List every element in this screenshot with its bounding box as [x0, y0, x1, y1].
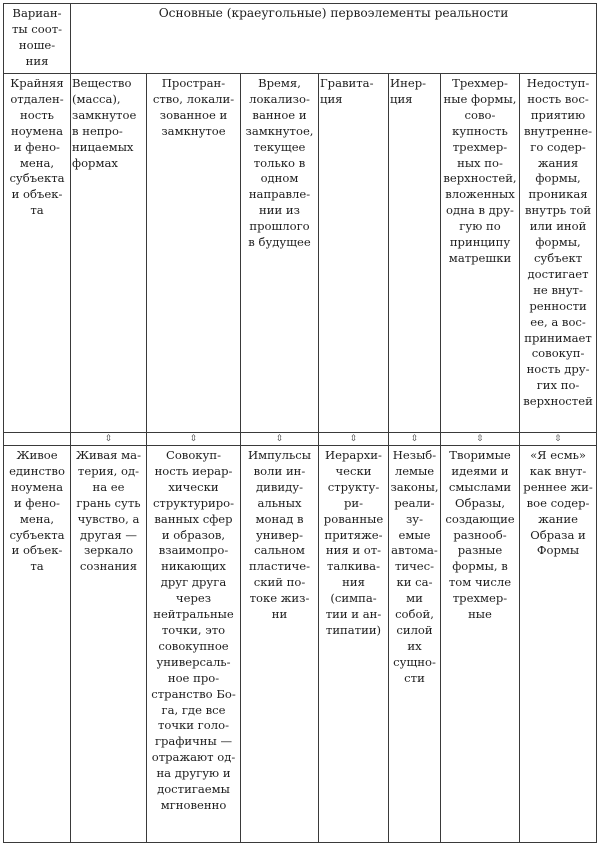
row2-matter-cell: [71, 446, 147, 843]
row1-forms-text: Трехмер- ные формы, сово- купность трехмер- ных по- верхностей, вложенных одна в дру- гую по принципу матрешки: [443, 76, 517, 265]
transition-cell: [241, 433, 319, 446]
transition-row: [4, 433, 597, 446]
main-title-header: [71, 4, 597, 74]
reality-elements-table: [3, 3, 597, 843]
row2-impulses-text: Импульсы воли ин- дивиду- альных монад в универ- сальном пластиче- ский по- токе жиз- ни: [247, 448, 312, 622]
row2-laws-text: Незыб- лемые законы, реали- зу- емые автома- тичес- ки са- ми собой, силой их сущно- сти: [390, 448, 439, 685]
header-row: [4, 4, 597, 74]
transition-blank-cell: [4, 433, 71, 446]
row1-inertia-cell: [389, 74, 441, 433]
row1-forms-cell: [441, 74, 520, 433]
transition-arrow-icon: ⇳: [410, 434, 419, 444]
transition-cell: [71, 433, 147, 446]
row1-space-cell: [147, 74, 241, 433]
row2-matter-text: Живая ма- терия, од- на ее грань суть чувство, а другая — зеркало сознания: [75, 448, 142, 574]
row1-inaccessibility-cell: [520, 74, 597, 433]
row2-variant-text: Живое единство ноумена и фено- мена, субъекта и объек- та: [9, 448, 65, 574]
row2-iam-text: «Я есмь» как внут- реннее жи- вое содер- жание Образа и Формы: [523, 448, 593, 558]
variants-header-text: Вариан- ты соот- ноше- ния: [11, 6, 63, 68]
transition-cell: [441, 433, 520, 446]
transition-cell: [319, 433, 389, 446]
row2-images-text: Творимые идеями и смыслами Образы, создающие разнооб- разные формы, в том числе трехмер- ные: [445, 448, 515, 622]
row2-images-cell: [441, 446, 520, 843]
row1-variant-text: Крайняя отдален- ность ноумена и фено- мена, субъекта и объек- та: [9, 76, 65, 218]
row2-hierarchy-cell: [319, 446, 389, 843]
transition-arrow-icon: ⇳: [189, 434, 198, 444]
transition-cell: [520, 433, 597, 446]
row2-variant-cell: [4, 446, 71, 843]
row1-inertia-text: Инер- ция: [390, 76, 427, 106]
transition-cell: [147, 433, 241, 446]
row2-impulses-cell: [241, 446, 319, 843]
row1-substance-cell: [71, 74, 147, 433]
row1-inaccessibility-text: Недоступ- ность вос- приятию внутренне- го содер- жания формы, проникая внутрь той или иной формы, субъект достигает не внут- ренности ее, а вос- принимает совокуп- ность дру- гих по- верхностей: [523, 76, 593, 409]
variants-header: [4, 4, 71, 74]
transition-cell: [389, 433, 441, 446]
table-row: [4, 74, 597, 433]
row1-variant-cell: [4, 74, 71, 433]
row1-gravity-cell: [319, 74, 389, 433]
transition-arrow-icon: ⇳: [349, 434, 358, 444]
row1-gravity-text: Гравита- ция: [320, 76, 374, 106]
transition-arrow-icon: ⇳: [554, 434, 562, 444]
row2-space-text: Совокуп- ность иерар- хически структуриро- ванных сфер и образов, взаимопро- никающих друг друга через нейтральные точки, это совокупное универсаль- ное про- странство Бо- га, где все точки голо- графичны — отражают од- на другую и достигаемы мгновенно: [151, 448, 236, 812]
row2-iam-cell: [520, 446, 597, 843]
row1-space-text: Простран- ство, локали- зованное и замкнутое: [152, 76, 235, 138]
row2-hierarchy-text: Иерархи- чески структу- ри- рованные притяже- ния и от- талкива- ния (симпа- тии и ан- типатии): [323, 448, 384, 637]
transition-arrow-icon: ⇳: [476, 434, 484, 444]
transition-arrow-icon: ⇳: [275, 434, 284, 444]
row1-time-cell: [241, 74, 319, 433]
table-row: [4, 446, 597, 843]
main-title-text: Основные (краеугольные) первоэлементы реальности: [158, 6, 509, 20]
transition-arrow-icon: ⇳: [104, 434, 113, 444]
row1-substance-text: Вещество (масса), замкнутое в непро- ницаемых формах: [72, 76, 137, 170]
row2-space-cell: [147, 446, 241, 843]
row2-laws-cell: [389, 446, 441, 843]
row1-time-text: Время, локализо- ванное и замкнутое, текущее только в одном направле- нии из прошлого в будущее: [245, 76, 314, 250]
